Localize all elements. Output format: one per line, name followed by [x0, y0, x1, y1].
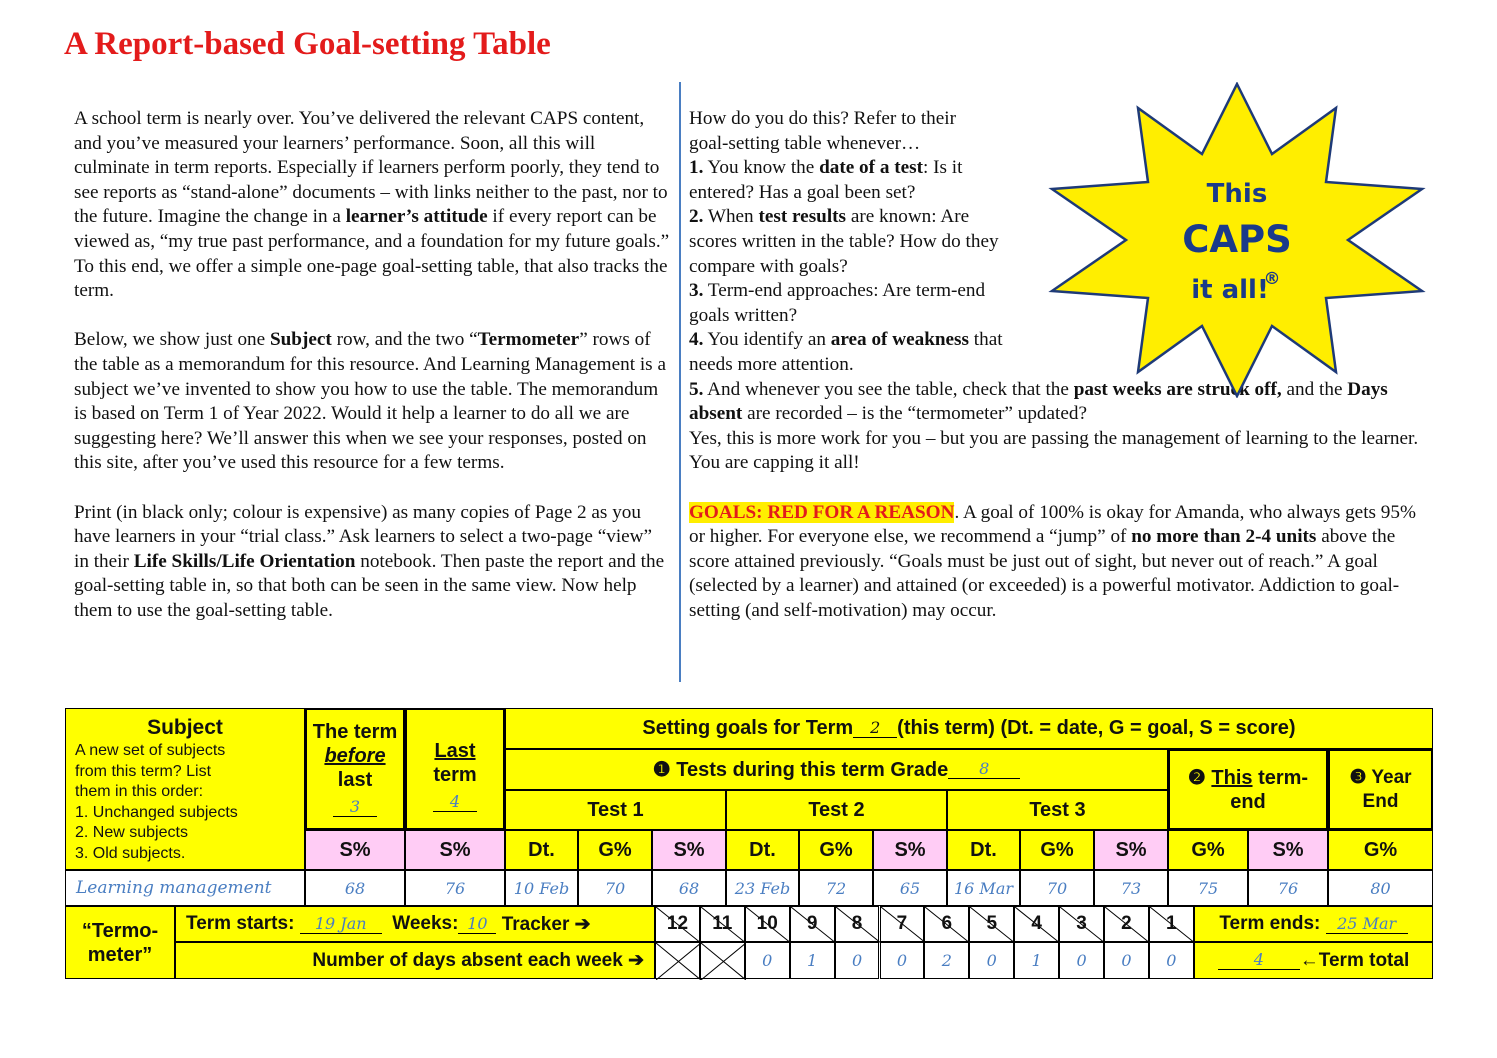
absent-days-cell[interactable]: 0: [1059, 942, 1104, 979]
absent-days-cell[interactable]: 0: [835, 942, 880, 979]
list-item: 3. Term-end approaches: Are term-end goals written?: [689, 280, 986, 326]
week-cell[interactable]: 5: [969, 906, 1014, 942]
term-before-last-header: The term before last 3: [305, 708, 405, 830]
tail-paragraph: Yes, this is more work for you – but you are passing the management of learning to the learner. You are capping it all!: [689, 427, 1419, 474]
last-term-score[interactable]: 4: [433, 793, 477, 812]
column-header: S%: [1094, 830, 1168, 870]
column-header: S%: [1248, 830, 1328, 870]
registered-mark: ®: [1263, 269, 1281, 289]
list-item: 1. You know the date of a test: Is it entered? Has a goal been set?: [689, 157, 963, 203]
week-cell[interactable]: 7: [880, 906, 925, 942]
subject-title: Subject: [147, 716, 223, 739]
term-total-value[interactable]: 4: [1218, 951, 1300, 970]
subject-note: A new set of subjects from this term? List them in this order: 1. Unchanged subjects 2. New subjects 3. Old subjects.: [75, 742, 238, 862]
test-1-header: Test 1: [505, 790, 726, 830]
cross-mark: [656, 943, 701, 980]
week-cell[interactable]: 2: [1104, 906, 1149, 942]
score-cell[interactable]: 68: [652, 870, 726, 906]
absent-days-cell[interactable]: 1: [790, 942, 835, 979]
setting-goals-header: Setting goals for Term 2 (this term) (Dt. = date, G = goal, S = score): [505, 708, 1433, 749]
week-cell[interactable]: 1: [1149, 906, 1194, 942]
column-header: Dt.: [947, 830, 1020, 870]
week-cell[interactable]: 10: [745, 906, 790, 942]
term-starts-value[interactable]: 19 Jan: [300, 915, 382, 934]
test-3-header: Test 3: [947, 790, 1168, 830]
how-to-intro: How do you do this? Refer to their goal-setting table whenever…: [689, 108, 956, 154]
tests-header: ❶ Tests during this term Grade 8: [505, 749, 1168, 790]
column-header: G%: [1168, 830, 1248, 870]
score-cell[interactable]: 72: [799, 870, 873, 906]
week-cell[interactable]: 12: [655, 906, 700, 942]
cross-mark: [701, 943, 746, 980]
star-text-this: This: [1206, 179, 1268, 209]
column-header: S%: [873, 830, 947, 870]
test-2-header: Test 2: [726, 790, 947, 830]
star-text-caps: CAPS: [1182, 218, 1292, 261]
term-ends-value[interactable]: 25 Mar: [1326, 915, 1408, 934]
week-cell[interactable]: 3: [1059, 906, 1104, 942]
score-cell[interactable]: 16 Mar: [947, 870, 1020, 906]
subject-name-cell[interactable]: Learning management: [65, 870, 305, 906]
grade-value[interactable]: 8: [948, 760, 1020, 779]
memorandum-paragraph: Below, we show just one Subject row, and the two “Termometer” rows of the table as a memorandum for this resource. And Learning Management is a subject we’ve invented to show you how to use the table. The memorandum is based on Term 1 of Year 2022. Would it help a learner to do all we are suggesting here? We’ll answer this when we see your responses, posted on this site, after you’ve used this resource for a few terms.: [74, 329, 666, 474]
column-header: G%: [578, 830, 652, 870]
unused-week-cell[interactable]: [655, 942, 700, 979]
term-total-cell: 4 ←Term total: [1194, 942, 1433, 979]
last-term-header: Last term 4: [405, 708, 505, 830]
print-paragraph: Print (in black only; colour is expensive) as many copies of Page 2 as you have learners in your “trial class.” Ask learners to select a two-page “view” in their Life Skills/Life Orientation notebook. Then paste the report and the goal-setting table in, so that both can be seen in the same view. Now help them to use the goal-setting table.: [74, 501, 665, 621]
score-cell[interactable]: 68: [305, 870, 405, 906]
column-header: G%: [799, 830, 873, 870]
term-ends-cell: Term ends: 25 Mar: [1194, 906, 1433, 942]
score-cell[interactable]: 10 Feb: [505, 870, 578, 906]
score-cell[interactable]: 76: [1248, 870, 1328, 906]
column-header: G%: [1328, 830, 1433, 870]
week-cell[interactable]: 4: [1014, 906, 1059, 942]
score-cell[interactable]: 65: [873, 870, 947, 906]
absent-days-cell[interactable]: 0: [880, 942, 925, 979]
column-header: Dt.: [505, 830, 578, 870]
this-term-end-header: ❷ This term- end: [1168, 749, 1328, 830]
goals-paragraph: GOALS: RED FOR A REASON. A goal of 100% is okay for Amanda, who always gets 95% or higher. For everyone else, we recommend a “jump” of no more than 2-4 units above the score attained previously. “Goals must be just out of sight, but never out of reach.” A goal (selected by a learner) and attained (or exceeded) is a powerful motivator. Addiction to goal-setting (and self-motivation) may occur.: [689, 501, 1416, 621]
left-column: [74, 107, 670, 648]
absent-label-cell: Number of days absent each week ➔: [175, 942, 655, 979]
termometer-label: “Termo- meter”: [65, 906, 175, 979]
intro-paragraph: A school term is nearly over. You’ve delivered the relevant CAPS content, and you’ve measured your learners’ performance. Soon, all this will culminate in term reports. Especially if learners perform poorly, they tend to see reports as “stand-alone” documents – with links neither to the past, nor to the future. Imagine the change in a learner’s attitude if every report can be viewed as, “my true past performance, and a foundation for my future goals.” To this end, we offer a simple one-page goal-setting table, that also tracks the term.: [74, 108, 670, 302]
week-cell[interactable]: 9: [790, 906, 835, 942]
absent-days-cell[interactable]: 2: [924, 942, 969, 979]
absent-days-cell[interactable]: 0: [969, 942, 1014, 979]
week-cell[interactable]: 6: [924, 906, 969, 942]
column-header: S%: [305, 830, 405, 870]
score-cell[interactable]: 23 Feb: [726, 870, 799, 906]
week-cell[interactable]: 8: [835, 906, 880, 942]
term-before-last-score[interactable]: 3: [333, 798, 377, 817]
unused-week-cell[interactable]: [700, 942, 745, 979]
score-cell[interactable]: 75: [1168, 870, 1248, 906]
score-cell[interactable]: 70: [578, 870, 652, 906]
score-cell[interactable]: 80: [1328, 870, 1433, 906]
score-cell[interactable]: 70: [1020, 870, 1094, 906]
list-item: 4. You identify an area of weakness that needs more attention.: [689, 329, 1003, 375]
caps-star-logo: [1046, 82, 1428, 398]
star-text-it-all: it all!: [1191, 275, 1269, 305]
column-header: G%: [1020, 830, 1094, 870]
week-cell[interactable]: 11: [700, 906, 745, 942]
column-divider: [679, 82, 681, 682]
current-term-number[interactable]: 2: [853, 719, 897, 738]
page-title: A Report-based Goal-setting Table: [64, 26, 551, 62]
weeks-value[interactable]: 10: [458, 915, 496, 934]
list-item: 5. And whenever you see the table, check that the past weeks are struck off, and the Days absent are recorded – is the “termometer” updated?: [689, 378, 1388, 425]
tracker-label-cell: Term starts: 19 Jan Weeks: 10 Tracker ➔: [175, 906, 655, 942]
year-end-header: ❸ Year End: [1328, 749, 1433, 830]
list-item: 2. When test results are known: Are scores written in the table? How do they compare with goals?: [689, 206, 999, 277]
absent-days-cell[interactable]: 0: [1149, 942, 1194, 979]
column-header: S%: [405, 830, 505, 870]
absent-days-cell[interactable]: 0: [1104, 942, 1149, 979]
column-header: S%: [652, 830, 726, 870]
absent-days-cell[interactable]: 0: [745, 942, 790, 979]
absent-days-cell[interactable]: 1: [1014, 942, 1059, 979]
score-cell[interactable]: 76: [405, 870, 505, 906]
column-header: Dt.: [726, 830, 799, 870]
score-cell[interactable]: 73: [1094, 870, 1168, 906]
